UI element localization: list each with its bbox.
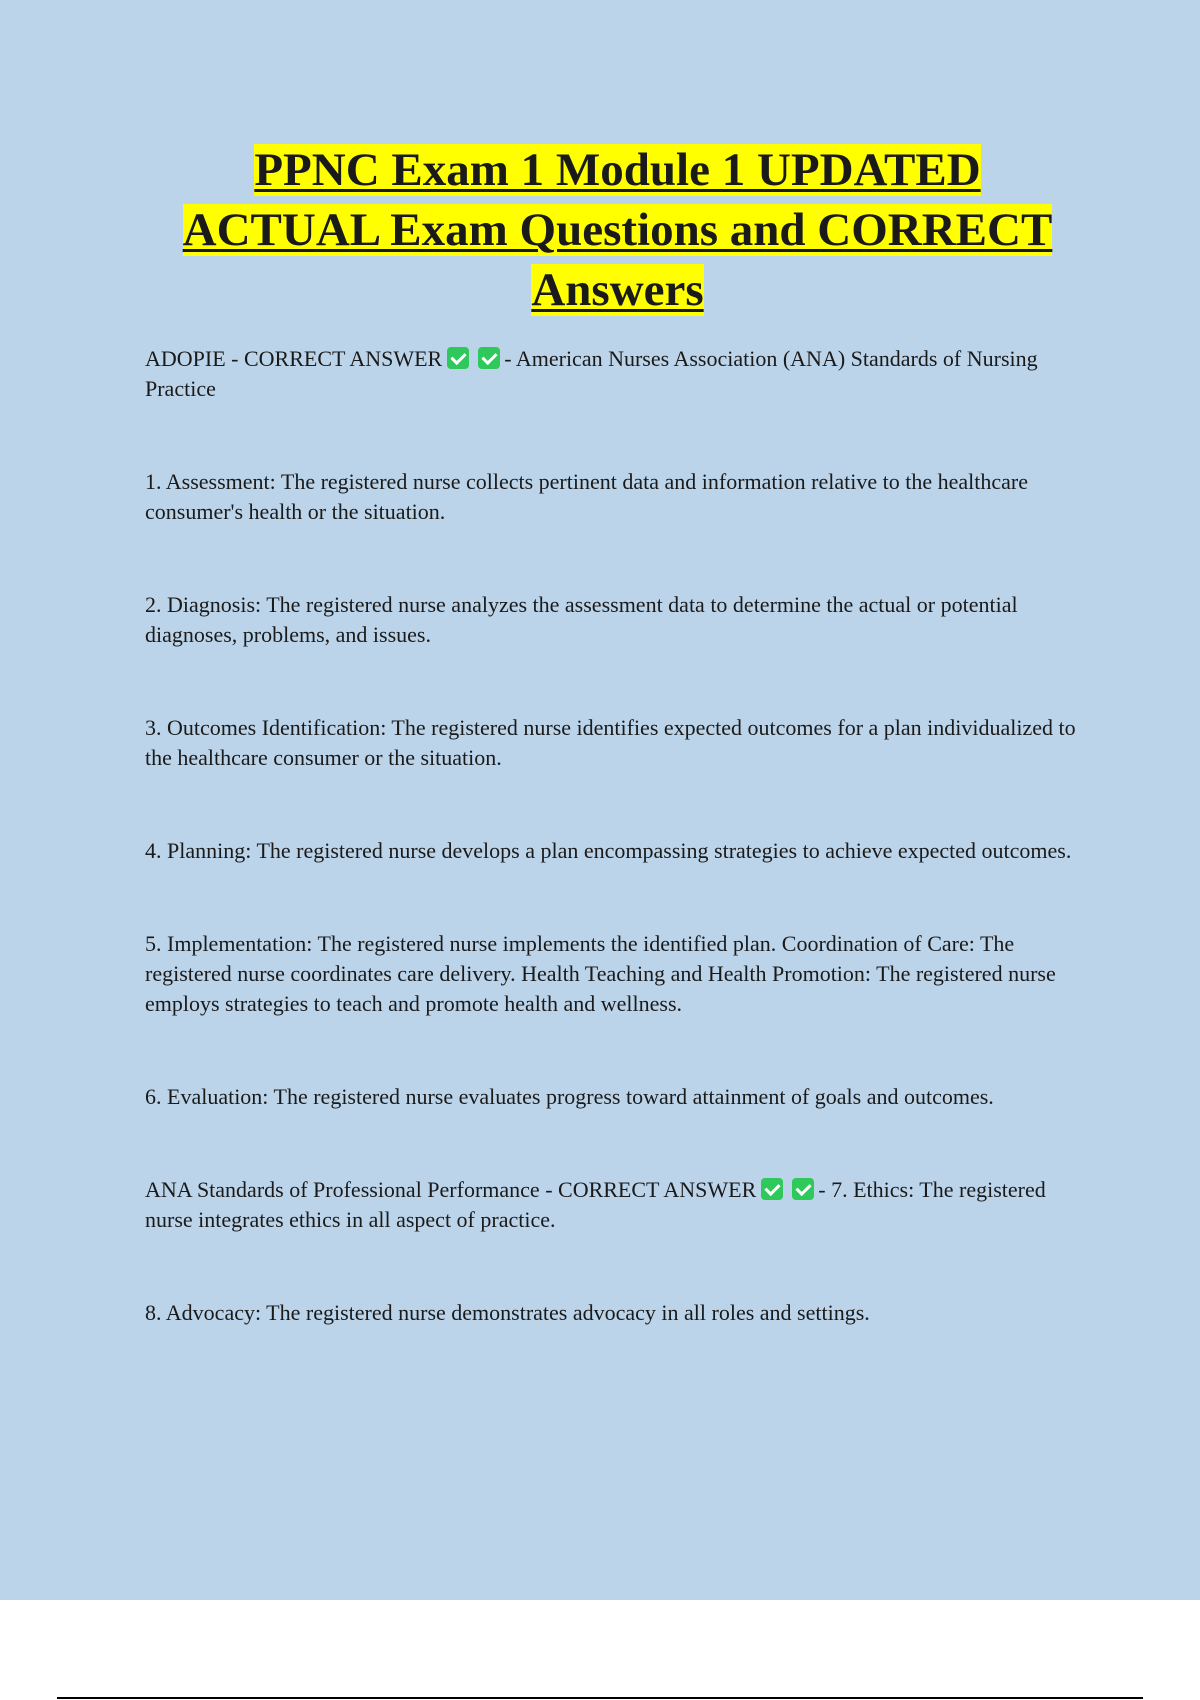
title-line-2: ACTUAL Exam Questions and CORRECT bbox=[182, 204, 1053, 256]
answer-item-implementation: 5. Implementation: The registered nurse implements the identified plan. Coordination of Care: The registered nurse coordinates care delivery. Health Teaching and Health Promotion: The registered nurse employs strategies to teach and promote health and wellness. bbox=[145, 931, 1056, 1016]
answer-item-assessment: 1. Assessment: The registered nurse collects pertinent data and information relative to the healthcare consumer's health or the situation. bbox=[145, 469, 1028, 524]
check-mark-icon bbox=[761, 1178, 783, 1200]
qa-entry-adopie bbox=[145, 344, 1090, 404]
answer-item-outcomes-identification: 3. Outcomes Identification: The registered nurse identifies expected outcomes for a plan individualized to the healthcare consumer or the situation. bbox=[145, 715, 1076, 770]
title-line-3: Answers bbox=[531, 264, 704, 316]
check-mark-icon bbox=[478, 347, 500, 369]
question-text: ANA Standards of Professional Performance - CORRECT ANSWER bbox=[145, 1177, 757, 1202]
answer-text: - 7. Ethics: The registered nurse integrates ethics in all aspect of practice. bbox=[145, 1177, 1046, 1232]
qa-entry-professional-performance bbox=[145, 1175, 1090, 1235]
answer-item-advocacy: 8. Advocacy: The registered nurse demonstrates advocacy in all roles and settings. bbox=[145, 1300, 870, 1325]
answer-item-diagnosis: 2. Diagnosis: The registered nurse analyzes the assessment data to determine the actual or potential diagnoses, problems, and issues. bbox=[145, 592, 1018, 647]
answer-text: - American Nurses Association (ANA) Standards of Nursing Practice bbox=[145, 346, 1038, 401]
check-mark-icon bbox=[792, 1178, 814, 1200]
footer-divider bbox=[57, 1697, 1143, 1699]
answer-item-evaluation: 6. Evaluation: The registered nurse evaluates progress toward attainment of goals and outcomes. bbox=[145, 1084, 994, 1109]
document-title bbox=[140, 140, 1095, 320]
document-body bbox=[145, 344, 1090, 1391]
question-text: ADOPIE - CORRECT ANSWER bbox=[145, 346, 443, 371]
check-mark-icon bbox=[447, 347, 469, 369]
title-line-1: PPNC Exam 1 Module 1 UPDATED bbox=[254, 144, 981, 196]
answer-item-planning: 4. Planning: The registered nurse develops a plan encompassing strategies to achieve expected outcomes. bbox=[145, 838, 1072, 863]
